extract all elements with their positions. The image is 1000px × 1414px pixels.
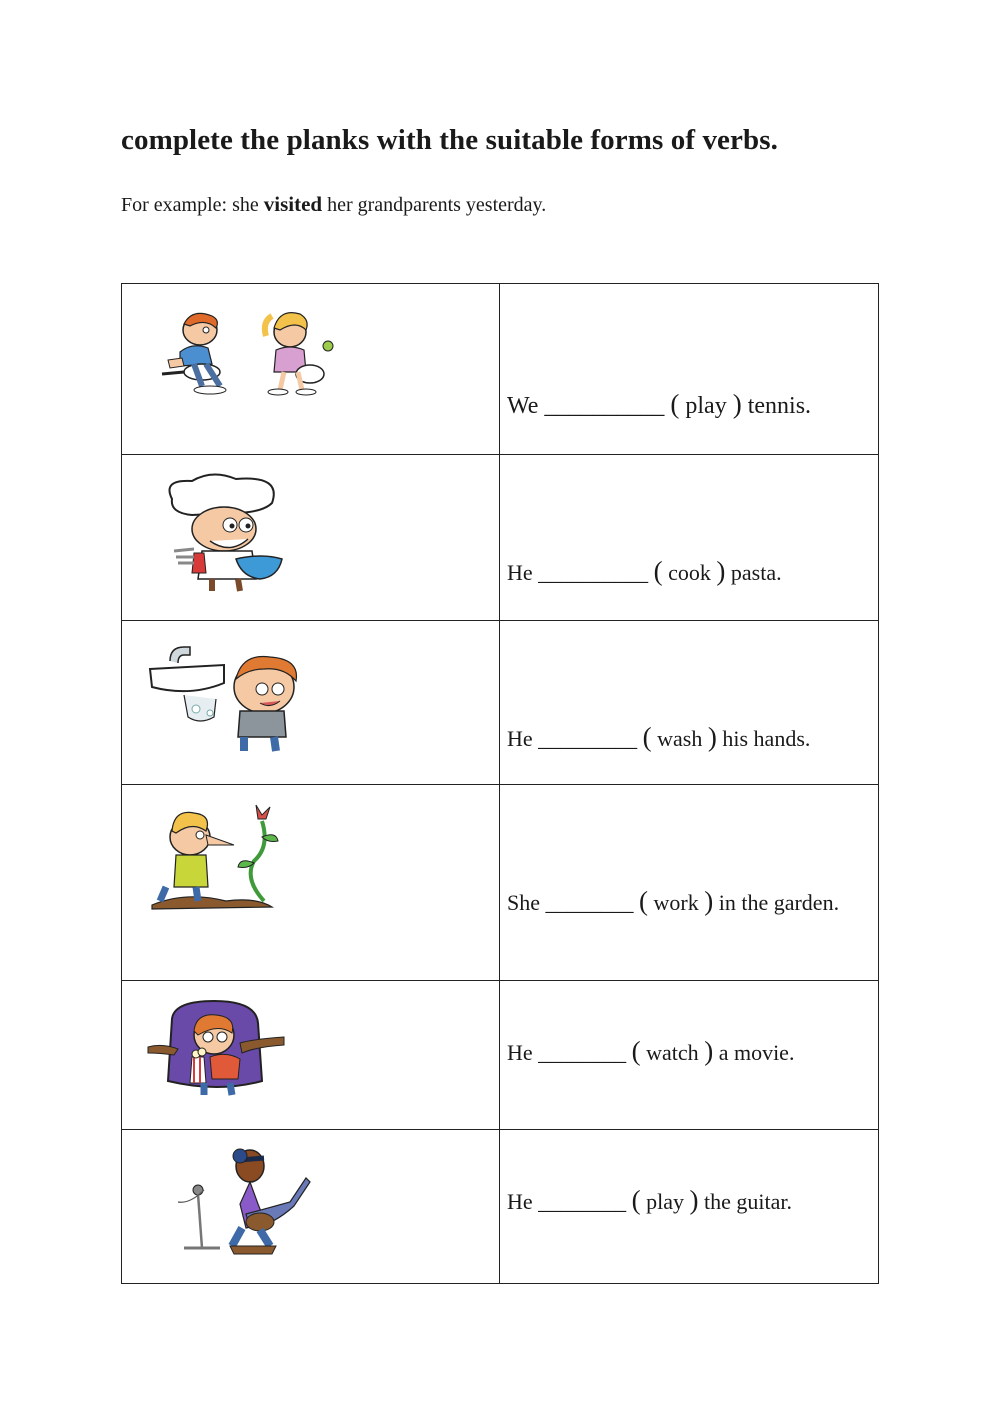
base-verb: play	[685, 393, 727, 419]
answer-blank: ________	[538, 1040, 627, 1065]
base-verb: cook	[668, 560, 711, 585]
subject: He	[507, 1040, 533, 1065]
subject: He	[507, 1189, 533, 1214]
answer-blank: ________	[545, 890, 634, 915]
sentence-cell	[500, 455, 879, 621]
picture-cell	[122, 1130, 500, 1284]
table-row	[122, 455, 879, 621]
base-verb: watch	[646, 1040, 699, 1065]
boy-watching-movie-illustration	[144, 999, 290, 1099]
table-row	[122, 785, 879, 981]
sentence-rest: a movie.	[718, 1040, 795, 1065]
exercise-table	[121, 283, 879, 1284]
base-verb: play	[646, 1189, 685, 1214]
answer-blank: _________	[538, 726, 638, 751]
example-bold-verb: visited	[263, 192, 323, 216]
picture-cell	[122, 284, 500, 455]
picture-cell	[122, 981, 500, 1130]
sentence-cell	[500, 284, 879, 455]
sentence-rest: his hands.	[722, 726, 811, 751]
exercise-sentence-1: We __________ ( play ) tennis.	[507, 389, 812, 419]
subject: He	[507, 560, 533, 585]
exercise-sentence-3: He _________ ( wash ) his hands.	[507, 722, 811, 752]
tennis-players-illustration	[150, 302, 350, 402]
subject: He	[507, 726, 533, 751]
table-row	[122, 284, 879, 455]
example-sentence	[121, 192, 546, 217]
base-verb: work	[653, 890, 699, 915]
example-before: For example: she	[121, 194, 264, 216]
picture-cell	[122, 621, 500, 785]
girl-gardening-illustration	[146, 797, 296, 921]
base-verb: wash	[657, 726, 703, 751]
example-after: her grandparents yesterday.	[322, 194, 547, 216]
sentence-cell	[500, 785, 879, 981]
answer-blank: __________	[544, 393, 665, 419]
subject: She	[507, 890, 540, 915]
answer-blank: __________	[538, 560, 649, 585]
subject: We	[507, 393, 539, 419]
picture-cell	[122, 785, 500, 981]
exercise-sentence-2: He __________ ( cook ) pasta.	[507, 556, 782, 586]
answer-blank: ________	[538, 1189, 627, 1214]
sentence-rest: the guitar.	[704, 1189, 793, 1214]
sentence-cell	[500, 981, 879, 1130]
exercise-sentence-4: She ________ ( work ) in the garden.	[507, 886, 840, 916]
sentence-cell	[500, 1130, 879, 1284]
chef-boy-illustration	[152, 469, 292, 593]
table-row	[122, 981, 879, 1130]
sentence-rest: tennis.	[747, 393, 812, 419]
picture-cell	[122, 455, 500, 621]
sentence-cell	[500, 621, 879, 785]
exercise-sentence-6: He ________ ( play ) the guitar.	[507, 1185, 793, 1215]
boy-washing-hands-illustration	[144, 639, 326, 755]
man-playing-guitar-illustration	[160, 1144, 326, 1260]
worksheet-title: complete the planks with the suitable forms of verbs.	[121, 124, 778, 156]
exercise-sentence-5: He ________ ( watch ) a movie.	[507, 1036, 795, 1066]
table-row	[122, 1130, 879, 1284]
sentence-rest: pasta.	[730, 560, 782, 585]
table-row	[122, 621, 879, 785]
sentence-rest: in the garden.	[718, 890, 840, 915]
